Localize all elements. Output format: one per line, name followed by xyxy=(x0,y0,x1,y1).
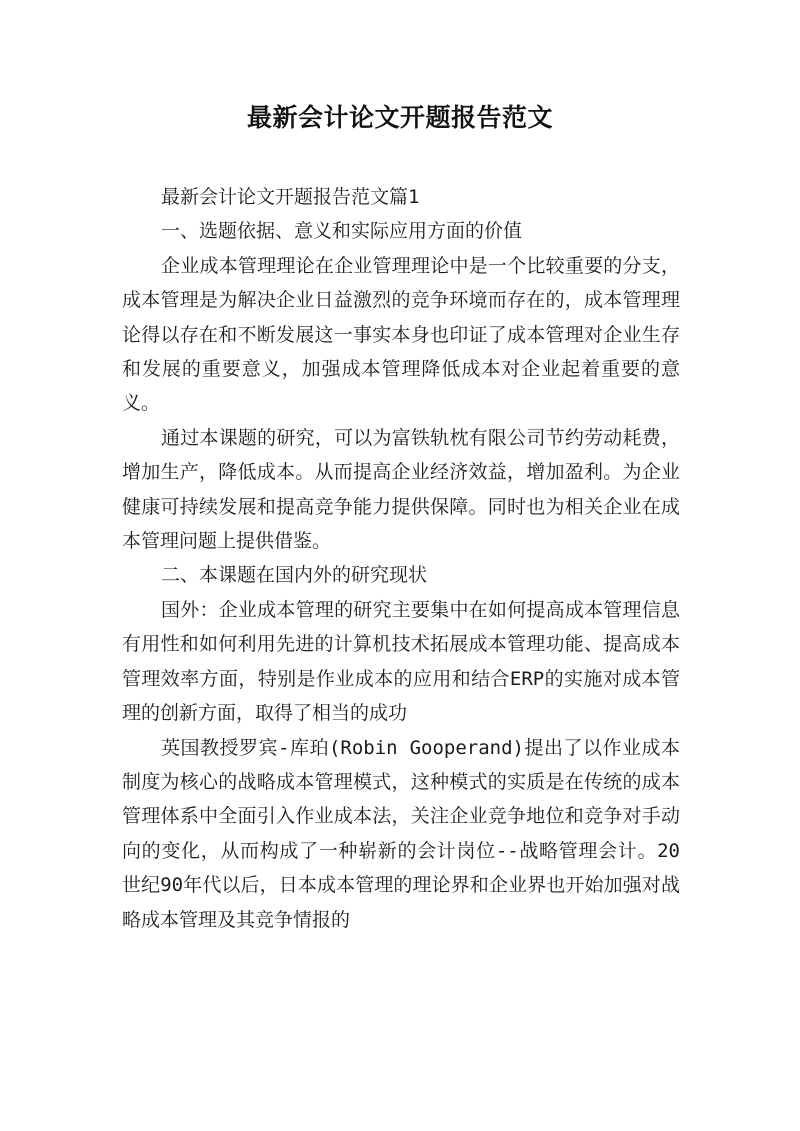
subsection-heading: 一、选题依据、意义和实际应用方面的价值 xyxy=(161,220,523,243)
subsection-heading: 二、本课题在国内外的研究现状 xyxy=(161,564,428,587)
document-body xyxy=(122,180,680,937)
document-title: 最新会计论文开题报告范文 xyxy=(246,103,553,132)
body-paragraph: 英国教授罗宾-库珀(Robin Gooperand)提出了以作业成本制度为核心的战略成本管理模式，这种模式的实质是在传统的成本管理体系中全面引入作业成本法，关注企业竞争地位和竞争对手动向的变化，从而构成了一种崭新的会计岗位--战略管理会计。20世纪90年代以后，日本成本管理的理论界和企业界也开始加强对战略成本管理及其竞争情报的 xyxy=(122,736,680,931)
body-paragraph: 国外：企业成本管理的研究主要集中在如何提高成本管理信息有用性和如何利用先进的计算机技术拓展成本管理功能、提高成本管理效率方面，特别是作业成本的应用和结合ERP的实施对成本管理的创新方面，取得了相当的成功 xyxy=(122,598,680,725)
section-heading: 最新会计论文开题报告范文篇1 xyxy=(161,186,420,208)
body-paragraph: 通过本课题的研究，可以为富铁轨枕有限公司节约劳动耗费，增加生产，降低成本。从而提高企业经济效益，增加盈利。为企业健康可持续发展和提高竞争能力提供保障。同时也为相关企业在成本管理问题上提供借鉴。 xyxy=(122,426,680,553)
body-paragraph: 企业成本管理理论在企业管理理论中是一个比较重要的分支，成本管理是为解决企业日益激烈的竞争环境而存在的，成本管理理论得以存在和不断发展这一事实本身也印证了成本管理对企业生存和发展的重要意义，加强成本管理降低成本对企业起着重要的意义。 xyxy=(122,254,680,415)
